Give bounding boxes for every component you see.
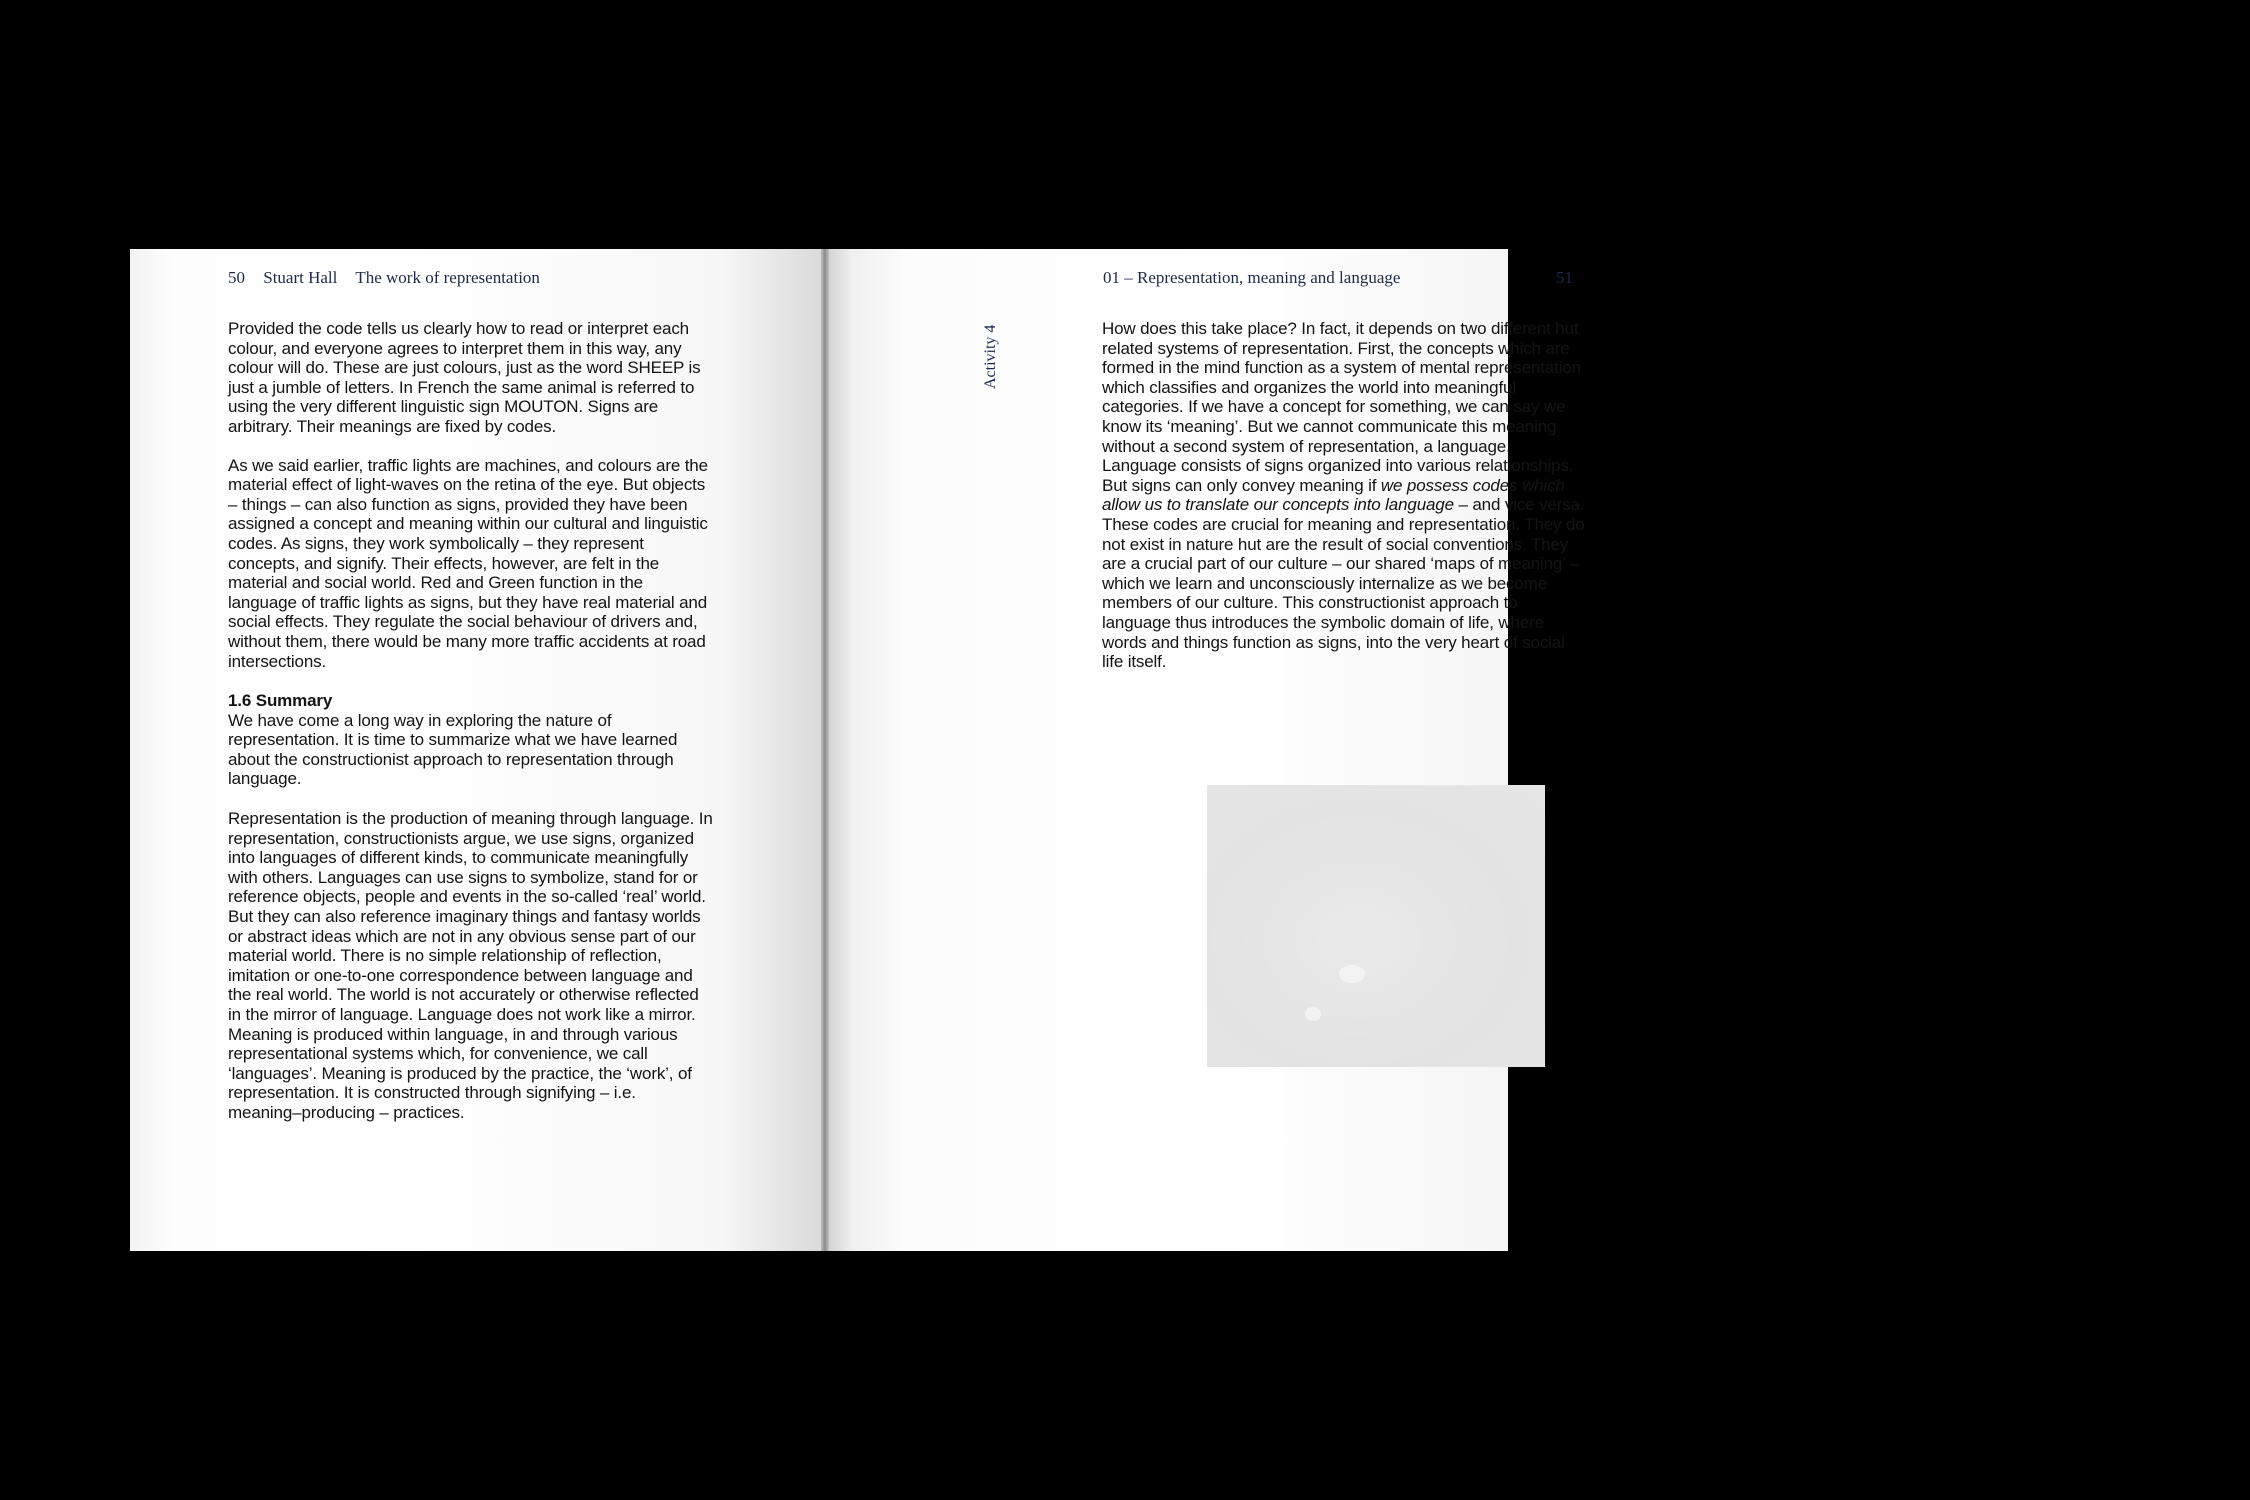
right-paragraph: [1102, 319, 1587, 672]
section-heading: 1.6 Summary: [228, 691, 333, 711]
right-page-number: 51: [1556, 268, 1573, 287]
book-spread: [130, 249, 1585, 1251]
activity-side-label: Activity 4: [982, 324, 999, 389]
left-page: [130, 249, 825, 1251]
summary-section: [228, 691, 713, 789]
right-page: [825, 249, 1585, 1251]
right-body-text: [1102, 319, 1587, 691]
summary-intro: We have come a long way in exploring the nature of representation. It is time to summarize what we have learned about the constructionist approach to representation through language.: [228, 710, 678, 789]
summary-paragraph: Representation is the production of meaning through language. In representation, constructionists argue, we use signs, organized into languages of different kinds, to communicate meaningfully with others. Languages can use signs to symbolize, stand for or reference objects, people and events in the so-called ‘real’ world. But they can also reference imaginary things and fantasy worlds or abstract ideas which are not in any obvious sense part of our material world. There is no simple relationship of reflection, imitation or one-to-one correspondence between language and the real world. The world is not accurately or otherwise reflected in the mirror of language. Language does not work like a mirror. Meaning is produced within language, in and through various representational systems which, for convenience, we call ‘languages’. Meaning is produced by the practice, the ‘work’, of representation. It is constructed through signifying – i.e. meaning–producing – practices.: [228, 809, 713, 1122]
right-running-head: [1103, 268, 1414, 288]
right-paragraph-part1: How does this take place? In fact, it depends on two different hut related systems of representation. First, the concepts which are formed in the mind function as a system of mental representation which classifies and organizes the world into meaningful categories. If we have a concept for something, we can say we know its ‘meaning’. But we cannot communicate this meaning without a second system of representation, a language. Language consists of signs organized into various relationships. But signs can only convey meaning if: [1102, 319, 1581, 495]
left-running-head: [228, 268, 554, 288]
left-paragraph-1: Provided the code tells us clearly how to read or interpret each colour, and everyone agrees to interpret them in this way, any colour will do. These are just colours, just as the word SHEEP is just a jumble of letters. In French the same animal is referred to using the very different linguistic sign MOUTON. Signs are arbitrary. Their meanings are fixed by codes.: [228, 319, 701, 436]
figure-highlight: [1305, 1007, 1321, 1021]
faded-figure-image: [1207, 785, 1545, 1067]
book-gutter: [821, 249, 829, 1251]
running-head-author: Stuart Hall: [263, 268, 338, 287]
left-page-number: 50: [228, 268, 245, 287]
left-body-text: [228, 319, 713, 1142]
left-chapter-title: The work of representation: [355, 268, 540, 287]
right-paragraph-part2: – and vice versa. These codes are crucial for meaning and representation. They do not exist in nature hut are the result of social conventions. They are a crucial part of our culture – our shared ‘maps of meaning’ – which we learn and unconsciously internalize as we become members of our culture. This constructionist approach to language thus introduces the symbolic domain of life, where words and things function as signs, into the very heart of social life itself.: [1102, 495, 1585, 672]
right-paragraph-italic: we possess codes which allow us to translate our concepts into language: [1102, 475, 1565, 515]
right-chapter-title: 01 – Representation, meaning and language: [1103, 268, 1401, 287]
left-paragraph-2: As we said earlier, traffic lights are machines, and colours are the material effect of light-waves on the retina of the eye. But objects – things – can also function as signs, provided they have been assigned a concept and meaning within our cultural and linguistic codes. As signs, they work symbolically – they represent concepts, and signify. Their effects, however, are felt in the material and social world. Red and Green function in the language of traffic lights as signs, but they have real material and social effects. They regulate the social behaviour of drivers and, without them, there would be many more traffic accidents at road intersections.: [228, 455, 708, 671]
figure-highlight: [1339, 965, 1365, 983]
